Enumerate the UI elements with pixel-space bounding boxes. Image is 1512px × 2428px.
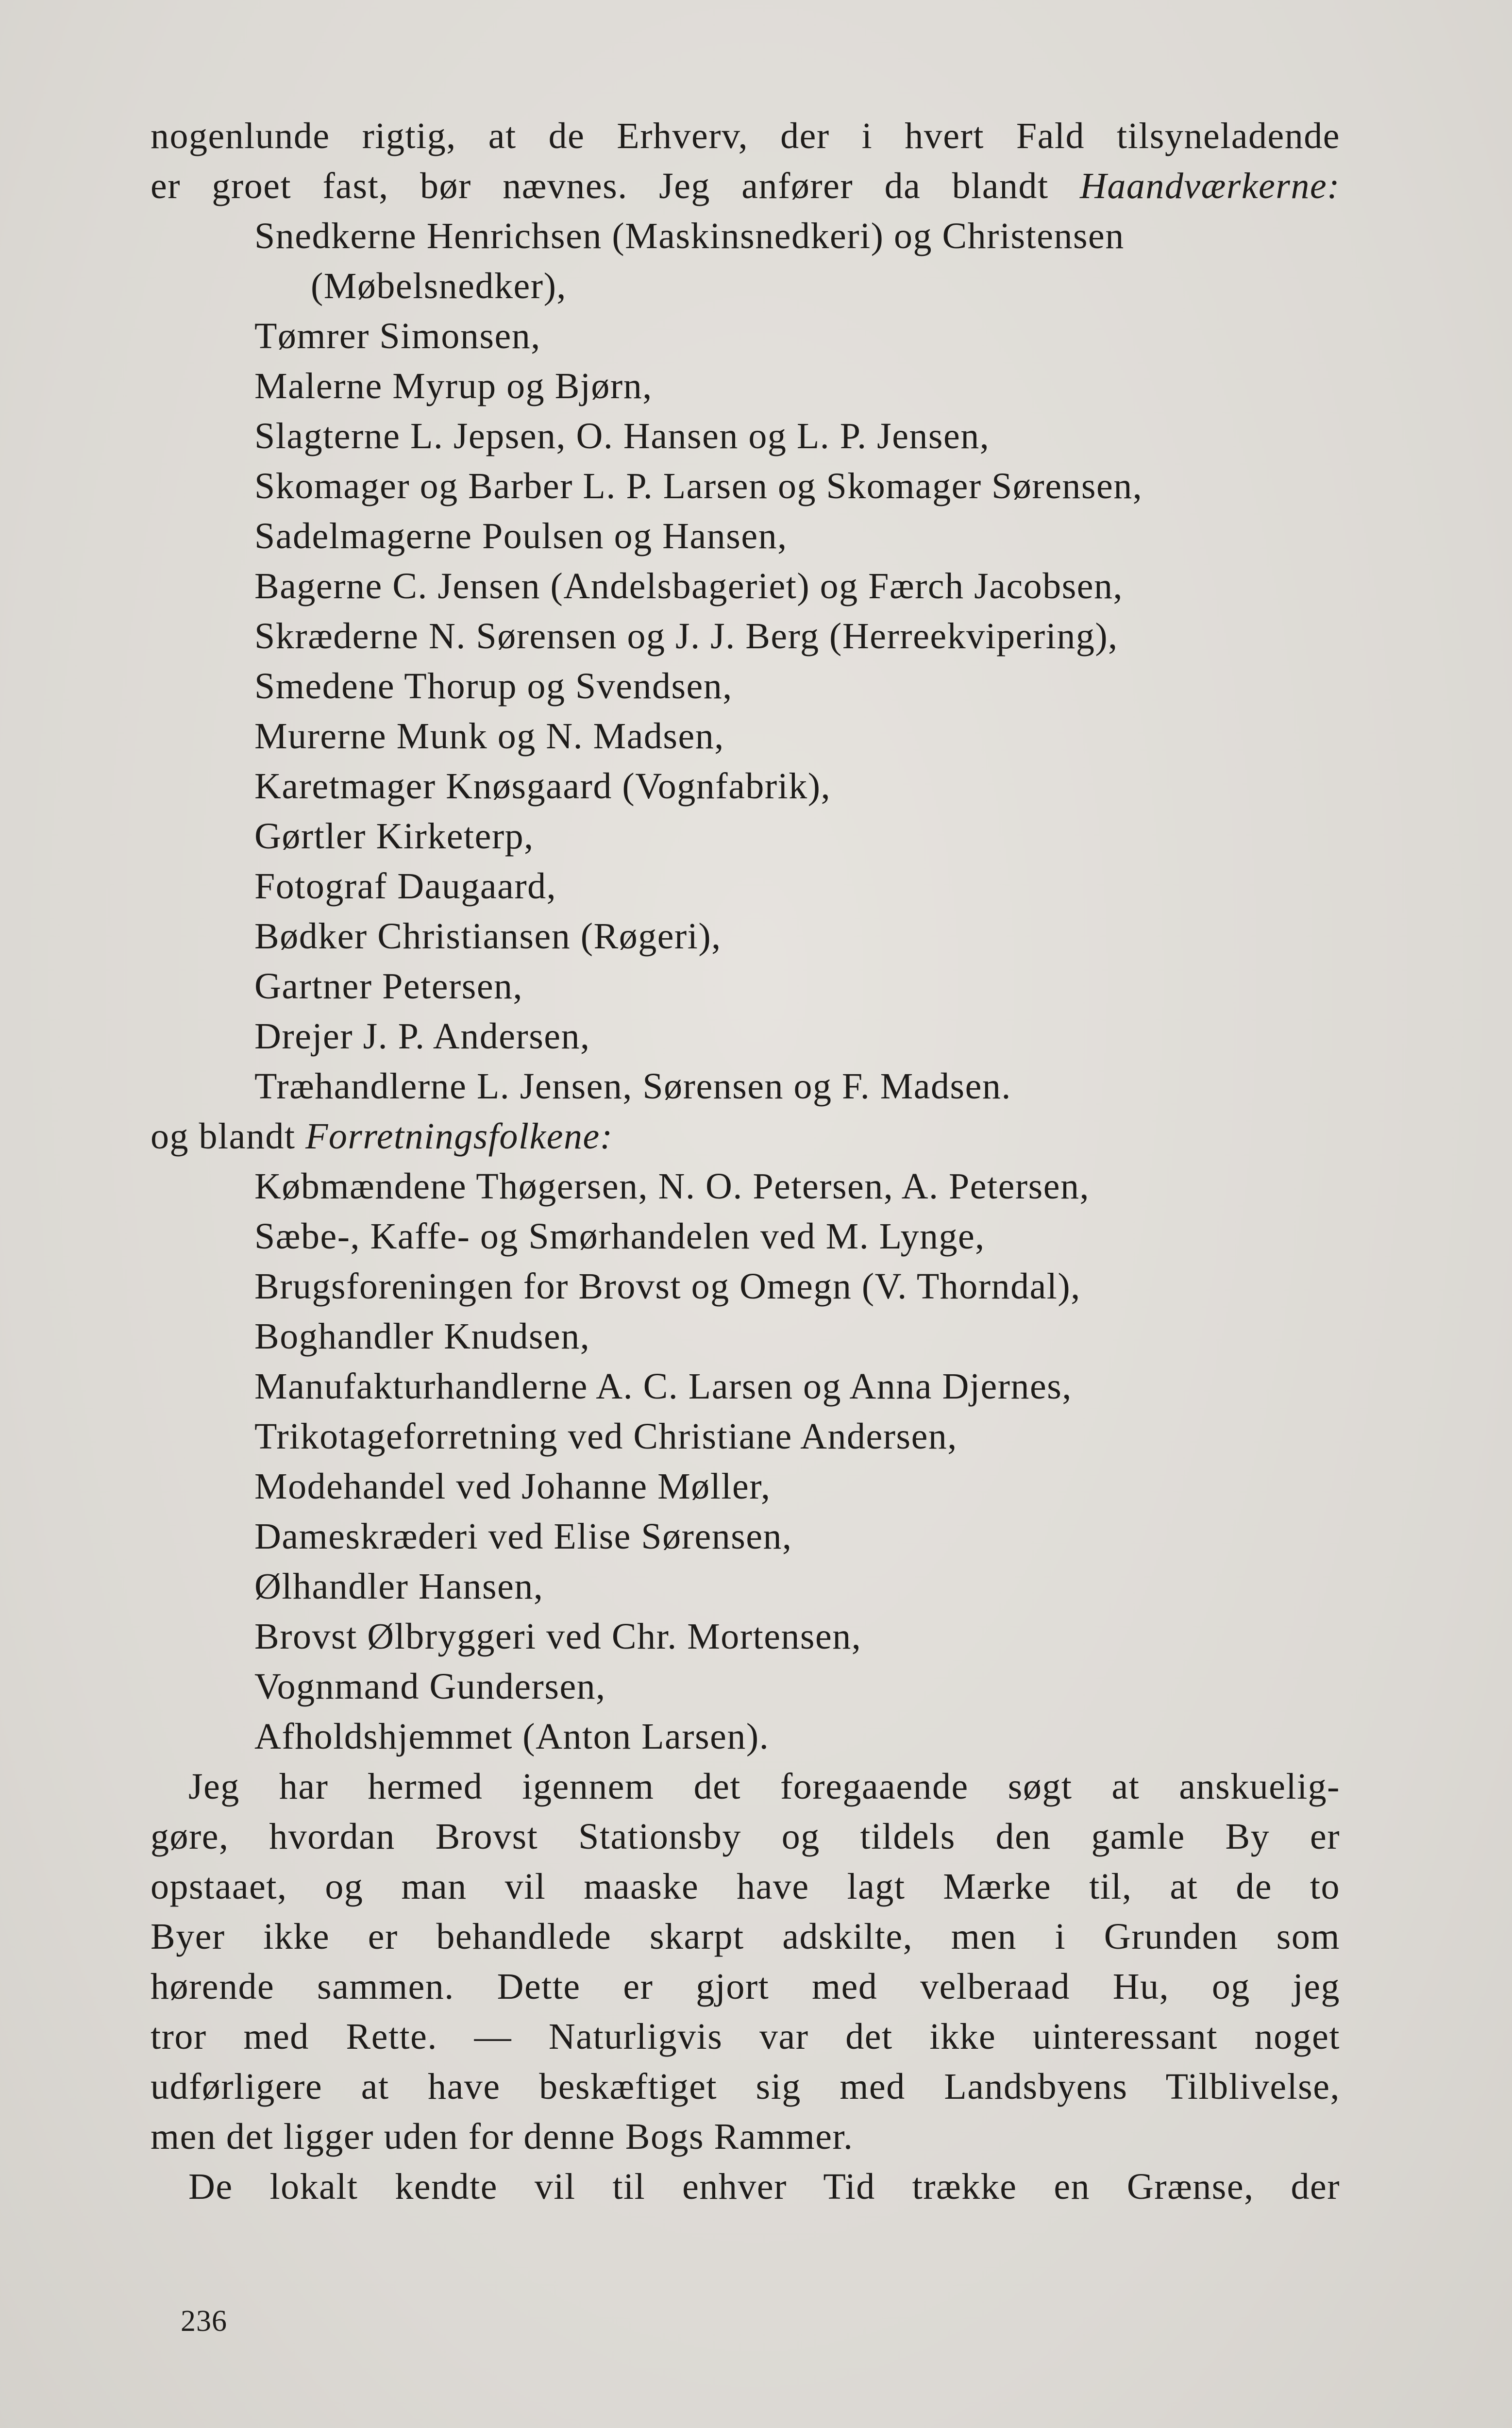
text-line: gøre, hvordan Brovst Stationsby og tildels den gamle By er [151, 1816, 1340, 1857]
list-item: Afholdshjemmet (Anton Larsen). [254, 1716, 770, 1757]
list-item: Modehandel ved Johanne Møller, [254, 1466, 771, 1507]
text-line: tror med Rette. — Naturligvis var det ikke uinteressant noget [151, 2016, 1340, 2057]
list-item: Bagerne C. Jensen (Andelsbageriet) og Færch Jacobsen, [254, 566, 1124, 607]
list-item: Fotograf Daugaard, [254, 866, 557, 907]
text-line: Jeg har hermed igennem det foregaaende søgt at anskuelig- [188, 1766, 1340, 1807]
list-item: Gartner Petersen, [254, 966, 523, 1007]
text-line: udførligere at have beskæftiget sig med Landsbyens Tilblivelse, [151, 2066, 1340, 2107]
list-item: Slagterne L. Jepsen, O. Hansen og L. P. Jensen, [254, 416, 990, 456]
text-line: Byer ikke er behandlede skarpt adskilte, men i Grunden som [151, 1916, 1340, 1957]
text-line: De lokalt kendte vil til enhver Tid trække en Grænse, der [188, 2166, 1340, 2207]
list-item: Tømrer Simonsen, [254, 316, 541, 356]
list-item: Snedkerne Henrichsen (Maskinsnedkeri) og Christensen [254, 216, 1125, 256]
craftsmen-heading: Haandværkerne: [1080, 166, 1340, 206]
business-intro-text: og blandt [151, 1116, 305, 1157]
business-heading: Forretningsfolkene: [305, 1116, 613, 1157]
list-item: Smedene Thorup og Svendsen, [254, 666, 733, 707]
text-line: men det ligger uden for denne Bogs Rammer. [151, 2116, 854, 2157]
list-item: Brugsforeningen for Brovst og Omegn (V. Thorndal), [254, 1266, 1081, 1307]
list-item: Malerne Myrup og Bjørn, [254, 366, 653, 406]
list-item: Drejer J. P. Andersen, [254, 1016, 590, 1057]
list-item: Træhandlerne L. Jensen, Sørensen og F. Madsen. [254, 1066, 1011, 1107]
list-item: Boghandler Knudsen, [254, 1316, 590, 1357]
list-item: Sæbe-, Kaffe- og Smørhandelen ved M. Lynge, [254, 1216, 985, 1257]
text-line: opstaaet, og man vil maaske have lagt Mærke til, at de to [151, 1866, 1340, 1907]
page-number: 236 [181, 2305, 227, 2338]
list-item: Skræderne N. Sørensen og J. J. Berg (Herreekvipering), [254, 616, 1118, 657]
list-item: Manufakturhandlerne A. C. Larsen og Anna Djernes, [254, 1366, 1072, 1407]
text-line: nogenlunde rigtig, at de Erhverv, der i hvert Fald tilsyneladende [151, 116, 1340, 156]
list-item: (Møbelsnedker), [311, 266, 567, 306]
list-item: Skomager og Barber L. P. Larsen og Skomager Sørensen, [254, 466, 1143, 506]
list-item: Ølhandler Hansen, [254, 1566, 544, 1607]
list-item: Bødker Christiansen (Røgeri), [254, 916, 722, 957]
list-item: Karetmager Knøsgaard (Vognfabrik), [254, 766, 831, 807]
craftsmen-intro-line [151, 162, 1340, 210]
list-item: Sadelmagerne Poulsen og Hansen, [254, 516, 788, 556]
list-item: Købmændene Thøgersen, N. O. Petersen, A. Petersen, [254, 1166, 1090, 1207]
list-item: Brovst Ølbryggeri ved Chr. Mortensen, [254, 1616, 862, 1657]
list-item: Vognmand Gundersen, [254, 1666, 606, 1707]
list-item: Murerne Munk og N. Madsen, [254, 716, 724, 757]
text-line: hørende sammen. Dette er gjort med velberaad Hu, og jeg [151, 1966, 1340, 2007]
list-item: Gørtler Kirketerp, [254, 816, 534, 857]
business-intro-line [151, 1112, 613, 1161]
list-item: Dameskræderi ved Elise Sørensen, [254, 1516, 792, 1557]
craftsmen-intro-text: er groet fast, bør nævnes. Jeg anfører da blandt [151, 166, 1080, 206]
list-item: Trikotageforretning ved Christiane Andersen, [254, 1416, 958, 1457]
